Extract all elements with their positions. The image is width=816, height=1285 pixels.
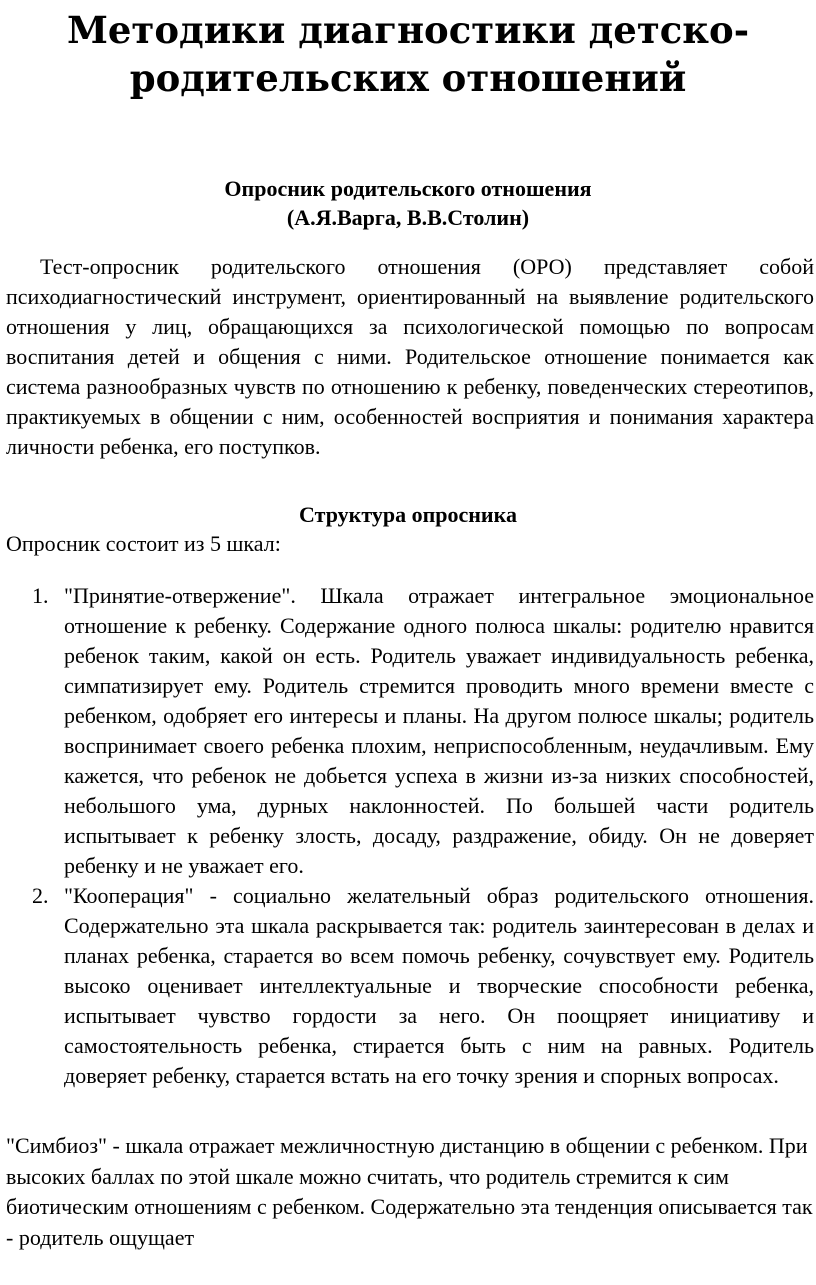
intro-paragraph: Тест-опросник родительского отношения (ОРО) представляет собой психодиагностический инструмент, ориентированный на выявление родительского отношения у лиц, обращающихся за психологической помощью по вопросам воспитания детей и общения с ними. Родительское отношение понимается как система разнообразных чувств по отношению к ребенку, поведенческих стереотипов, практикуемых в общении с ним, особенностей восприятия и понимания характера личности ребенка, его поступков. xyxy=(6,254,814,459)
questionnaire-heading-title: Опросник родительского отношения xyxy=(224,176,592,201)
page-title: Методики диагностики детско-родительских отношений xyxy=(66,8,750,100)
questionnaire-heading xyxy=(0,174,816,232)
scales-list xyxy=(6,581,814,1091)
list-item-text: "Принятие-отвержение". Шкала отражает интегральное эмоциональное отношение к ребенку. Содержание одного полюса шкалы: родителю нравится ребенок таким, какой он есть. Родитель уважает индивидуальность ребенка, симпатизирует ему. Родитель стремится проводить много времени вместе с ребенком, одобряет его интересы и планы. На другом полюсе шкалы; родитель воспринимает своего ребенка плохим, неприспособленным, неудачливым. Ему кажется, что ребенок не добьется успеха в жизни из-за низких способностей, небольшого ума, дурных наклонностей. По большей части родитель испытывает к ребенку злость, досаду, раздражение, обиду. Он не доверяет ребенку и не уважает его. xyxy=(64,583,814,878)
list-item-number: 1. xyxy=(32,583,49,608)
list-item-text: "Кооперация" - социально желательный образ родительского отношения. Содержательно эта шкала раскрывается так: родитель заинтересован в делах и планах ребенка, старается во всем помочь ребенку, сочувствует ему. Родитель высоко оценивает интеллектуальные и творческие способности ребенка, испытывает чувство гордости за него. Он поощряет инициативу и самостоятельность ребенка, стирается быть с ним на равных. Родитель доверяет ребенку, старается встать на его точку зрения и спорных вопросах. xyxy=(64,883,814,1088)
structure-lead-text: Опросник состоит из 5 шкал: xyxy=(6,531,281,556)
list-item xyxy=(6,881,814,1091)
symbiosis-paragraph: "Симбиоз" - шкала отражает межличностную дистанцию в общении с ребенком. При высоких баллах по этой шкале можно считать, что родитель стремится к сим биотическим отношениям с ребенком. Содержательно эта тенденция описывается так - родитель ощущает xyxy=(6,1133,813,1250)
structure-heading: Структура опросника xyxy=(299,502,517,527)
list-item-number: 2. xyxy=(32,883,49,908)
list-item xyxy=(6,581,814,881)
questionnaire-heading-authors: (А.Я.Варга, В.В.Столин) xyxy=(286,205,530,230)
